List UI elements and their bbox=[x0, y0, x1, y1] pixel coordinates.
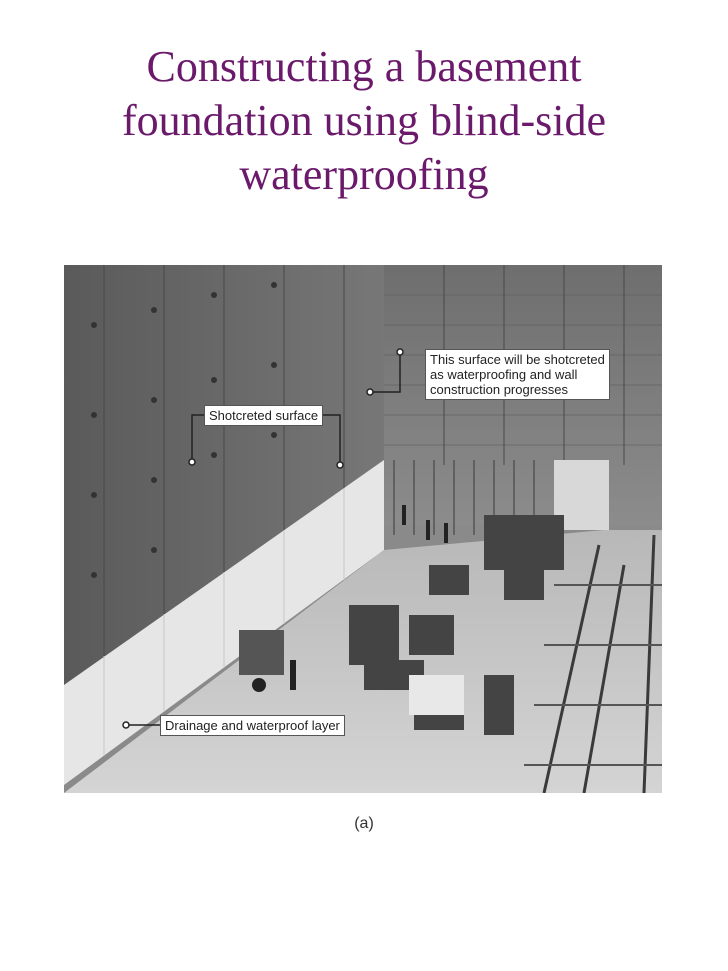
callout-shotcreted-surface bbox=[204, 405, 323, 426]
slide-title: Constructing a basement foundation using blind-side waterproofing bbox=[122, 42, 606, 199]
callout-future-shotcrete bbox=[425, 349, 610, 400]
callout-future-line1: This surface will be shotcreted bbox=[430, 352, 605, 367]
construction-photo bbox=[64, 265, 662, 793]
callout-drainage-text: Drainage and waterproof layer bbox=[165, 718, 340, 733]
callout-future-line2: as waterproofing and wall bbox=[430, 367, 578, 382]
basement-excavation-image bbox=[64, 265, 662, 793]
callout-drainage-layer bbox=[160, 715, 345, 736]
figure-caption: (a) bbox=[354, 815, 374, 832]
callout-shotcreted-text: Shotcreted surface bbox=[209, 408, 319, 423]
callout-future-line3: construction progresses bbox=[430, 382, 569, 397]
